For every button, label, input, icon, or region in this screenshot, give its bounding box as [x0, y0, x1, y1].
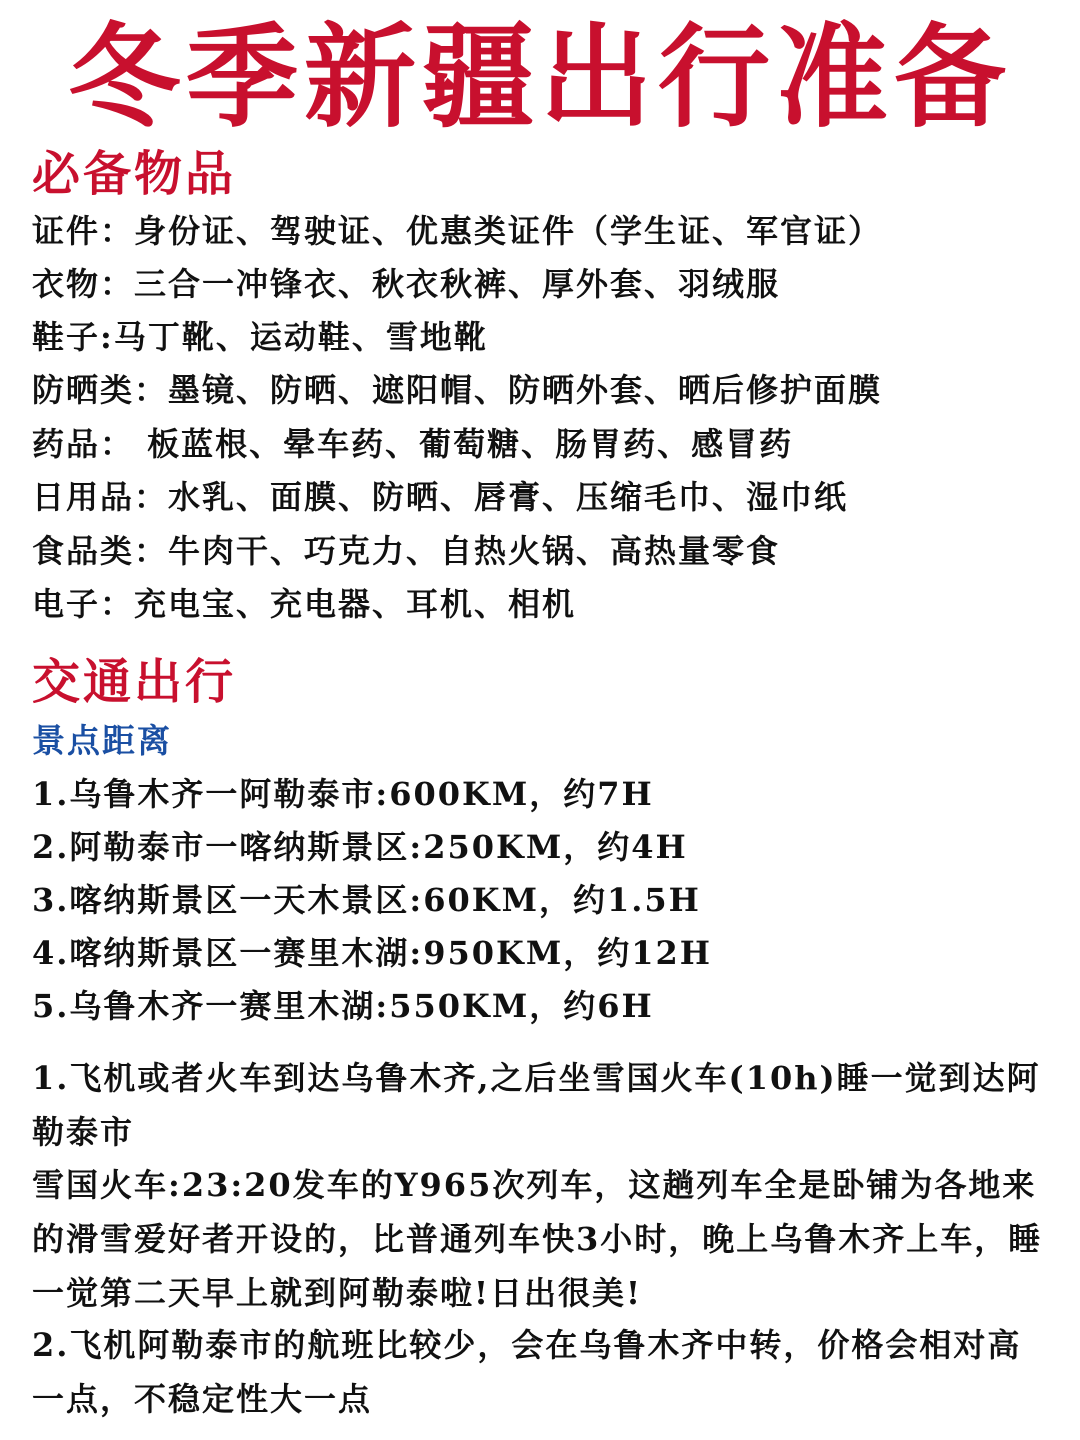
transport-paragraph-snow-train: 雪国火车:23:20发车的Y965次列车，这趟列车全是卧铺为各地来的滑雪爱好者开设的，比普通列车快3小时，晚上乌鲁木齐上车，睡一觉第二天早上就到阿勒泰啦!日出很美! — [32, 1166, 1043, 1312]
sub-heading-distances: 景点距离 — [32, 721, 172, 760]
essentials-item-food: 食品类：牛肉干、巧克力、自热火锅、高热量零食 — [32, 532, 781, 570]
essentials-item-clothing: 衣物：三合一冲锋衣、秋衣秋裤、厚外套、羽绒服 — [32, 265, 781, 303]
essentials-item-electronics: 电子：充电宝、充电器、耳机、相机 — [32, 585, 577, 623]
section-heading-essentials: 必备物品 — [32, 146, 237, 202]
distance-item-5: 5.乌鲁木齐一赛里木湖:550KM，约6H — [32, 987, 654, 1025]
distance-item-2: 2.阿勒泰市一喀纳斯景区:250KM，约4H — [32, 828, 688, 866]
section-heading-transport: 交通出行 — [32, 654, 237, 710]
distance-item-1: 1.乌鲁木齐一阿勒泰市:600KM，约7H — [32, 775, 654, 813]
distance-item-3: 3.喀纳斯景区一天木景区:60KM，约1.5H — [32, 881, 701, 919]
essentials-item-sun-protection: 防晒类：墨镜、防晒、遮阳帽、防晒外套、晒后修护面膜 — [32, 371, 883, 409]
essentials-item-shoes: 鞋子:马丁靴、运动鞋、雪地靴 — [32, 318, 488, 356]
essentials-item-daily-goods: 日用品：水乳、面膜、防晒、唇膏、压缩毛巾、湿巾纸 — [32, 478, 849, 516]
distance-item-4: 4.喀纳斯景区一赛里木湖:950KM，约12H — [32, 934, 713, 972]
transport-paragraph-flight-train: 1.飞机或者火车到达乌鲁木齐,之后坐雪国火车(10h)睡一觉到达阿勒泰市 — [32, 1059, 1041, 1151]
essentials-item-medicine: 药品： 板蓝根、晕车药、葡萄糖、肠胃药、感冒药 — [32, 425, 794, 463]
page-title: 冬季新疆出行准备 — [68, 12, 1012, 143]
transport-paragraph-flight-altay: 2.飞机阿勒泰市的航班比较少，会在乌鲁木齐中转，价格会相对高一点，不稳定性大一点 — [32, 1326, 1022, 1418]
essentials-item-documents: 证件：身份证、驾驶证、优惠类证件（学生证、军官证） — [32, 212, 883, 250]
